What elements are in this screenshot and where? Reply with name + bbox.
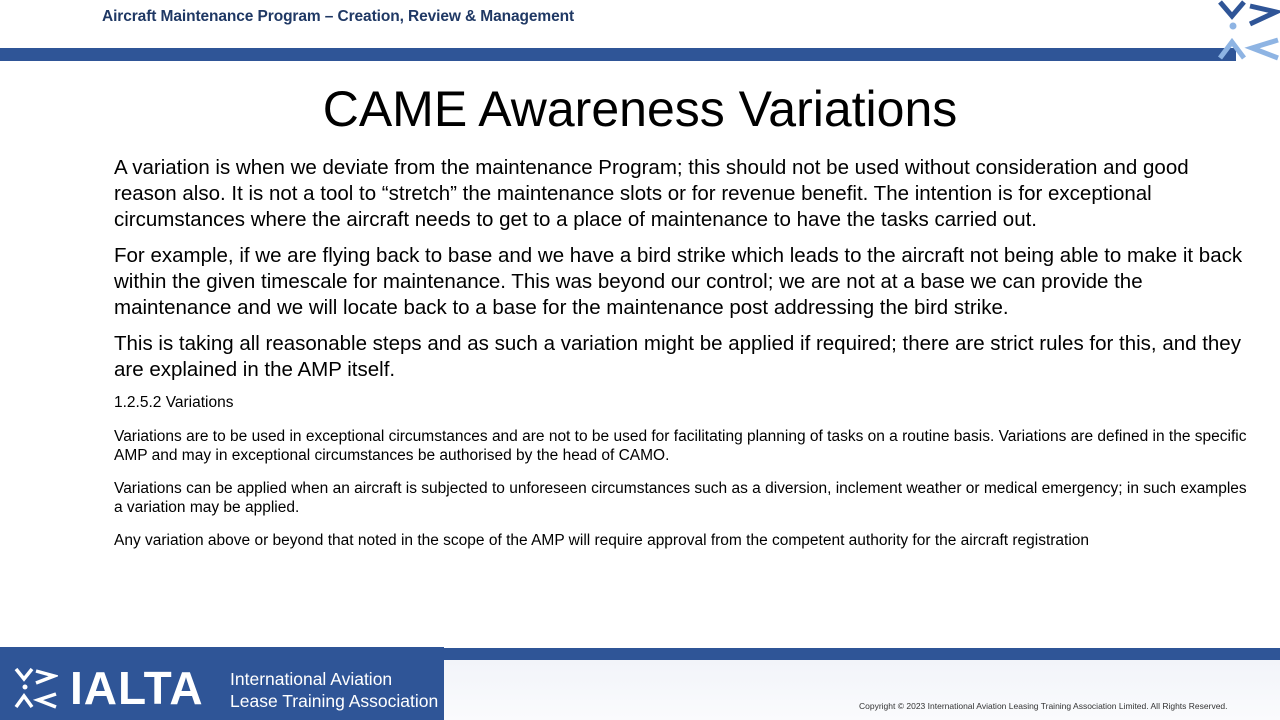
body-paragraph: This is taking all reasonable steps and as such a variation might be applied if required; there are strict rules for this, and they are explained in the AMP itself. xyxy=(114,332,1241,381)
body-paragraph: For example, if we are flying back to base and we have a bird strike which leads to the aircraft not being able to make it back within the given timescale for maintenance. This was beyond our control; we are not at a base we can provide the maintenance and we will locate back to a base for the maintenance post addressing the bird strike. xyxy=(114,244,1243,319)
section-paragraph: Any variation above or beyond that noted in the scope of the AMP will require approval from the competent authority for the aircraft registration xyxy=(114,532,1090,549)
section-heading: 1.2.5.2 Variations xyxy=(114,394,234,411)
footer-org-line: International Aviation xyxy=(230,669,393,689)
section-paragraph: Variations are to be used in exceptional circumstances and are not to be used for facilitating planning of tasks on a routine basis. Variations are defined in the specific AMP and may in exceptional circumstances be authorised by the head of CAMO. xyxy=(114,428,1247,464)
footer-background xyxy=(444,660,1280,720)
body-paragraph: A variation is when we deviate from the maintenance Program; this should not be used without consideration and good reason also. It is not a tool to “stretch” the maintenance slots or for revenue benefit. The intention is for exceptional circumstances where the aircraft needs to get to a place of maintenance to have the tasks carried out. xyxy=(114,156,1189,231)
section-paragraph: Variations can be applied when an aircraft is subjected to unforeseen circumstances such as a diversion, inclement weather or medical emergency; in such examples a variation may be applied. xyxy=(114,480,1247,516)
footer-org-line: Lease Training Association xyxy=(230,691,439,711)
bottom-accent-bar xyxy=(444,648,1280,660)
footer-logo-text: IALTA xyxy=(70,662,204,714)
top-accent-bar xyxy=(0,48,1236,61)
ialta-logo-icon xyxy=(1216,0,1280,62)
header-title: Aircraft Maintenance Program – Creation, Review & Management xyxy=(102,8,575,25)
slide-title: CAME Awareness Variations xyxy=(322,81,958,137)
footer-logo xyxy=(0,647,444,720)
slide-body xyxy=(114,155,1249,564)
footer-org-name xyxy=(230,668,438,712)
copyright-notice: Copyright © 2023 International Aviation Leasing Training Association Limited. All Rights Reserved. xyxy=(859,701,1228,711)
ialta-mark-icon xyxy=(14,667,58,709)
